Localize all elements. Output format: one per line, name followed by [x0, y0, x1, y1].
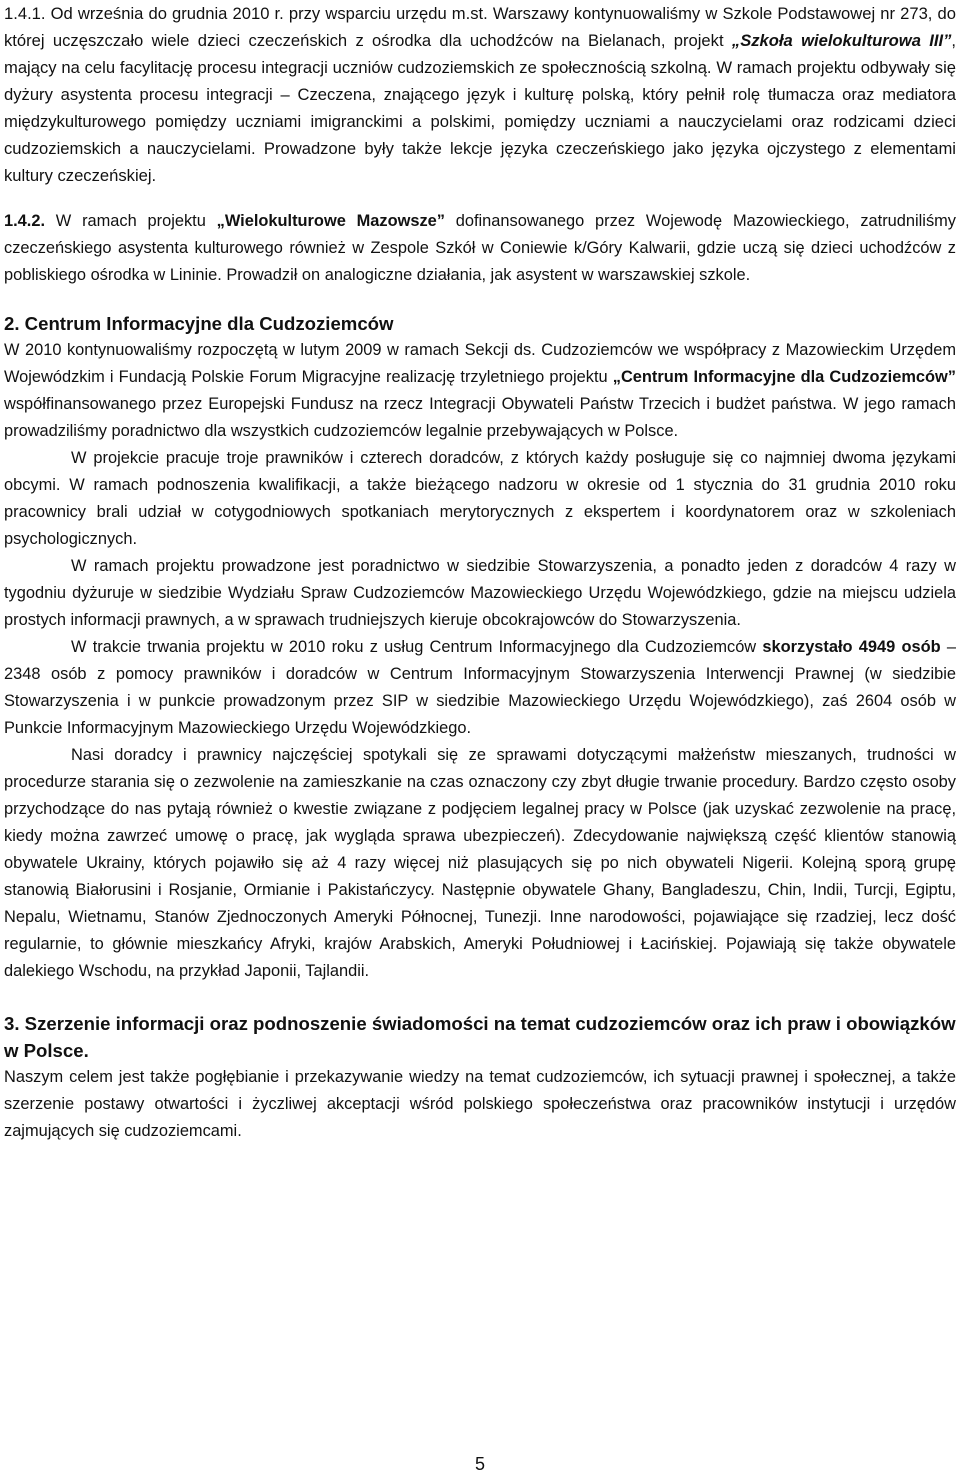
project-name-szkola-wielokulturowa: „Szkoła wielokulturowa III” — [731, 31, 952, 50]
paragraph-1-4-1-rest: W ramach projektu odbywały się dyżury asystenta procesu integracji – Czeczena, znającego język i kulturę polską, który pełnił rolę tłumacza oraz mediatora międzykulturowego pomiędzy uczniami imigranckimi a polskimi, pomiędzy uczniami a nauczycielami oraz rodzicami dzieci cudzoziemskich a nauczycielami. Prowadzone były także lekcje języka czeczeńskiego jako języka ojczystego z elementami kultury czeczeńskiej. — [4, 58, 956, 185]
page-number: 5 — [474, 1454, 485, 1474]
section-2-paragraph-1 — [4, 337, 956, 445]
paragraph-1-4-2-number: 1.4.2. — [4, 212, 46, 230]
section-2-p4-rest: – 2348 osób z pomocy prawników i doradców w Centrum Informacyjnym Stowarzyszenia Interwencji Prawnej (w siedzibie Stowarzyszenia i w punkcie prowadzonym przez SIP w siedzibie Mazowieckiego Urzędu Wojewódzkiego), zaś 2604 osób w Punkcie Informacyjnym Mazowieckiego Urzędu Wojewódzkiego. — [4, 638, 956, 737]
section-2-p1-rest: współfinansowanego przez Europejski Fundusz na rzecz Integracji Obywateli Państw Trzecich i budżet państwa. W jego ramach prowadziliśmy poradnictwo dla wszystkich cudzoziemców legalnie przebywających w Polsce. — [4, 395, 956, 440]
paragraph-1-4-1 — [4, 0, 956, 189]
document-page — [4, 0, 956, 1145]
project-name-wielokulturowe-mazowsze: „Wielokulturowe Mazowsze” — [216, 212, 445, 230]
section-2-paragraph-3: W ramach projektu prowadzone jest poradnictwo w siedzibie Stowarzyszenia, a ponadto jeden z doradców 4 razy w tygodniu dyżuruje w siedzibie Wydziału Spraw Cudzoziemców Mazowieckiego Urzędu Wojewódzkiego, gdzie na miejscu udziela prostych informacji prawnych, a w sprawach trudniejszych kieruje obcokrajowców do Stowarzyszenia. — [4, 557, 956, 629]
project-name-centrum-informacyjne: „Centrum Informacyjne dla Cudzoziemców” — [612, 368, 956, 386]
section-2-heading: 2. Centrum Informacyjne dla Cudzoziemców — [4, 313, 394, 334]
paragraph-1-4-2-lead: W ramach projektu — [45, 212, 217, 230]
section-3-paragraph-1: Naszym celem jest także pogłębianie i przekazywanie wiedzy na temat cudzoziemców, ich sytuacji prawnej i społecznej, a także szerzenie postawy otwartości i życzliwej akceptacji wśród polskiego społeczeństwa oraz pracowników instytucji i urzędów zajmujących się cudzoziemcami. — [4, 1068, 956, 1140]
section-3-heading: 3. Szerzenie informacji oraz podnoszenie świadomości na temat cudzoziemców oraz ich praw i obowiązków w Polsce. — [4, 1013, 956, 1061]
section-2-paragraph-5: Nasi doradcy i prawnicy najczęściej spotykali się ze sprawami dotyczącymi małżeństw mieszanych, trudności w procedurze starania się o zezwolenie na zamieszkanie na czas oznaczony czy zbyt długie trwanie procedury. Bardzo często osoby przychodzące do nas pytają również o kwestie związane z podjęciem legalnej pracy w Polsce (jak uzyskać zezwolenie na pracę, kiedy można zawrzeć umowę o pracę, jak wygląda sprawa ubezpieczeń). Zdecydowanie największą część klientów stanowią obywatele Ukrainy, których pojawiło się aż 4 razy więcej niż plasujących się po nich obywateli Nigerii. Kolejną sporą grupę stanowią Białorusini i Rosjanie, Ormianie i Pakistańczycy. Następnie obywatele Ghany, Bangladeszu, Chin, Indii, Turcji, Egiptu, Nepalu, Wietnamu, Stanów Zjednoczonych Ameryki Północnej, Tunezji. Inne narodowości, pojawiające się rzadziej, lecz dość regularnie, to głównie mieszkańcy Afryki, krajów Arabskich, Ameryki Południowej i Łacińskiej. Pojawiają się także obywatele dalekiego Wschodu, na przykład Japonii, Tajlandii. — [4, 746, 956, 980]
paragraph-1-4-1-mid: , mający na celu facylitację procesu integracji uczniów cudzoziemskich ze społecznością szkolną. — [4, 31, 956, 77]
paragraph-1-4-2 — [4, 208, 956, 289]
section-2-paragraph-4 — [4, 634, 956, 742]
section-2-paragraph-2: W projekcie pracuje troje prawników i czterech doradców, z których każdy posługuje się co najmniej dwoma językami obcymi. W ramach podnoszenia kwalifikacji, a także bieżącego nadzoru w okresie od 1 stycznia do 31 grudnia 2010 roku pracownicy brali udział w cotygodniowych spotkaniach merytorycznych z ekspertem i koordynatorem oraz w szkoleniach psychologicznych. — [4, 449, 956, 548]
section-2-p4-highlight: skorzystało 4949 osób — [762, 638, 941, 656]
section-2-p4-lead: W trakcie trwania projektu w 2010 roku z usług Centrum Informacyjnego dla Cudzoziemców — [71, 638, 763, 656]
section-2-p1-lead: W 2010 kontynuowaliśmy rozpoczętą w lutym 2009 w ramach Sekcji ds. Cudzoziemców we współpracy z Mazowieckim Urzędem Wojewódzkim i Fundacją Polskie Forum Migracyjne realizację trzyletniego projektu — [4, 341, 956, 386]
paragraph-1-4-1-lead: 1.4.1. Od września do grudnia 2010 r. przy wsparciu urzędu m.st. Warszawy kontynuowaliśmy w Szkole Podstawowej nr 273, do której uczęszczało wiele dzieci czeczeńskich z ośrodka dla uchodźców na Bielanach, projekt — [4, 4, 956, 50]
paragraph-1-4-2-rest: dofinansowanego przez Wojewodę Mazowieckiego, zatrudniliśmy czeczeńskiego asystenta kulturowego również w Zespole Szkół w Coniewie k/Góry Kalwarii, gdzie uczą się dzieci uchodźców z pobliskiego ośrodka w Lininie. Prowadził on analogiczne działania, jak asystent w warszawskiej szkole. — [4, 212, 956, 284]
